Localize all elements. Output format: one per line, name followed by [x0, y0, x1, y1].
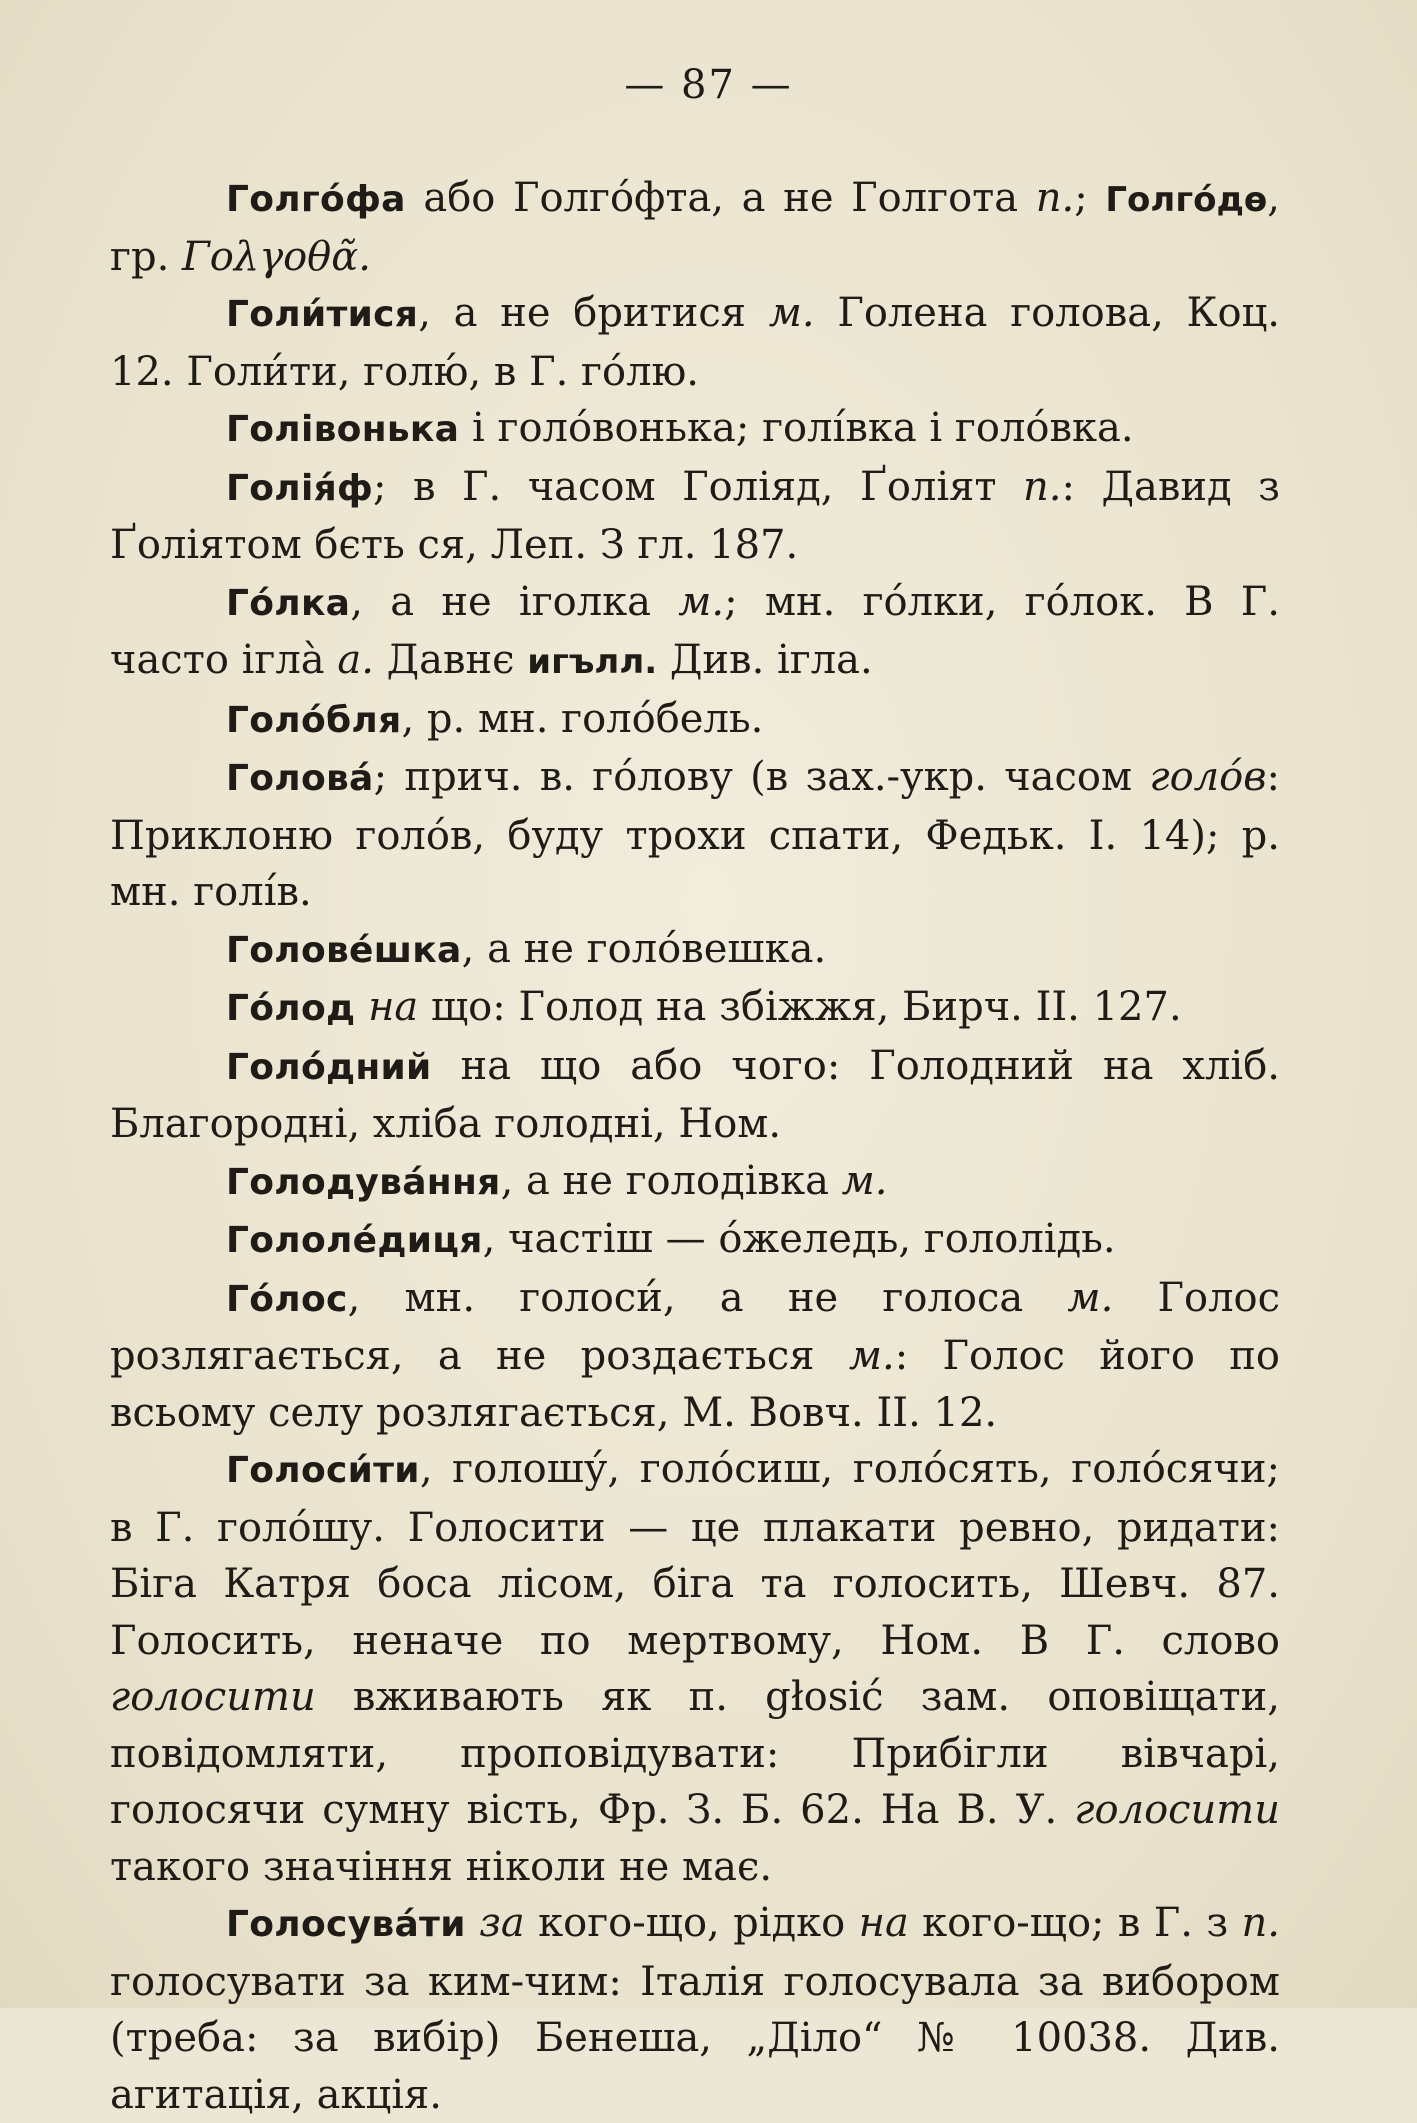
entry-headword: Голове́шка	[226, 929, 462, 971]
dictionary-entry	[110, 285, 1280, 400]
entry-italic-text: м.	[841, 1157, 888, 1204]
entry-headword: Голо́бля	[226, 699, 402, 741]
entry-italic-text: голосити	[110, 1674, 316, 1720]
entry-old-script: игълл.	[527, 642, 658, 682]
entry-italic-text: за	[479, 1900, 525, 1946]
entry-text: , голошу́, голóсиш, голóсять, голóсячи; в Г. голóшу. Голосити — це плакати ревно, ридати: Біга Катря боса лісом, біга та голосить, Шевч. 87. Голосить, неначе по мертвому, Ном. В Г. слово	[110, 1446, 1280, 1664]
entry-italic-text: Γολγοθᾶ.	[182, 233, 371, 280]
dictionary-entry	[110, 1895, 1280, 2123]
dictionary-entry	[110, 921, 1280, 980]
entry-text: , гр.	[110, 175, 1280, 280]
dictionary-entry	[110, 400, 1280, 459]
entry-text: що: Голод на збіжжя, Бирч. ІІ. 127.	[418, 984, 1182, 1030]
entry-text: : Давид з Ґоліятом бєть ся, Леп. З гл. 187.	[110, 463, 1280, 568]
entry-text: кого-що, рідко	[524, 1900, 859, 1946]
entry-text: , а не голóвешка.	[461, 925, 827, 972]
entry-text: ;	[1074, 175, 1106, 221]
entry-headword: Гололе́диця	[226, 1220, 483, 1261]
entry-headword: Голодува́ння	[226, 1161, 501, 1203]
entry-headword: Голосува́ти	[226, 1904, 466, 1945]
dictionary-entry	[110, 979, 1280, 1038]
entry-text: , мн. голоси́, а не голоса	[347, 1274, 1068, 1321]
entry-text	[355, 984, 368, 1030]
entry-text: або Голгóфта, а не Голгота	[405, 175, 1036, 221]
entry-text: і голóвонька; голі́вка і голóвка.	[459, 405, 1134, 451]
entry-headword: Голова́	[226, 758, 374, 799]
entry-italic-text: на	[368, 984, 419, 1030]
entry-italic-text: голосити	[1074, 1787, 1280, 1833]
dictionary-entry	[110, 459, 1280, 574]
dictionary-entry	[110, 1211, 1280, 1270]
dictionary-entry	[110, 1153, 1280, 1212]
entry-text: Див. ігла.	[657, 637, 873, 683]
entry-text: : Голос його по всьому селу розлягається, М. Вовч. ІІ. 12.	[110, 1333, 1281, 1436]
entry-italic-text: голо́в	[1149, 754, 1267, 800]
entry-italic-text: м.	[768, 290, 815, 336]
page-number: — 87 —	[624, 62, 793, 108]
dictionary-entry	[110, 574, 1280, 691]
entry-text: Голос розлягається, а не роздається	[110, 1274, 1280, 1379]
entry-headword: Го́лос	[226, 1278, 348, 1320]
entry-text: , а не голодівка	[500, 1157, 842, 1204]
entry-text: ; прич. в. гóлову (в зах.-укр. часом	[373, 754, 1150, 800]
entry-text: такого значіння ніколи не має.	[110, 1843, 773, 1890]
entry-italic-text: п.	[1241, 1900, 1280, 1946]
entry-text: ; в Г. часом Голіяд, Ґоліят	[373, 463, 1024, 510]
entry-text: Голена голова, Коц. 12. Голи́ти, голю́, в Г. гóлю.	[110, 290, 1281, 395]
entry-text: ; мн. гóлки, гóлок. В Г. часто іглà	[110, 578, 1281, 683]
entry-italic-text: а.	[337, 637, 374, 683]
entry-headword: Голо́дний	[226, 1046, 432, 1088]
entry-text: , частіш — óжеледь, гололідь.	[482, 1216, 1116, 1262]
entry-text: вживають як п. głosić зам. оповіщати, повідомляти, проповідувати: Прибігли вівчарі, голосячи сумну вість, Фр. З. Б. 62. На В. У.	[110, 1674, 1280, 1833]
entry-text: Давнє	[373, 637, 528, 683]
entry-text	[466, 1900, 479, 1946]
entry-headword: Голи́тися	[226, 294, 419, 335]
dictionary-entry	[110, 1038, 1280, 1153]
entry-italic-text: на	[858, 1900, 909, 1946]
entry-headword: Голівонька	[226, 409, 460, 450]
dictionary-entry	[110, 170, 1280, 285]
entry-headword: Го́лка	[226, 582, 351, 624]
dictionary-entry	[110, 1270, 1280, 1442]
entry-text: , а не бритися	[418, 290, 769, 336]
entry-headword: Голія́ф	[226, 467, 374, 509]
entry-old-script: Голго́дѳ	[1105, 180, 1268, 220]
entry-italic-text: п.	[1023, 463, 1062, 510]
entry-italic-text: м.	[1067, 1274, 1114, 1321]
entry-italic-text: м.	[848, 1333, 895, 1379]
entry-text: голосувати за ким-чим: Італія голосувала за вибором (треба: за вибір) Бенеша, „Діло“ № 10038. Див. агитація, акція.	[110, 1958, 1280, 2118]
entry-headword: Го́лод	[226, 988, 356, 1029]
entry-text: на що або чого: Голодний на хліб. Благородні, хліба голодні, Ном.	[110, 1042, 1280, 1147]
entry-text: кого-що; в Г. з	[908, 1900, 1242, 1946]
dictionary-entry	[110, 691, 1280, 750]
entry-italic-text: п.	[1035, 175, 1075, 221]
entry-text: , а не іголка	[350, 578, 679, 625]
entry-text: , р. мн. голóбель.	[401, 695, 764, 742]
dictionary-entry	[110, 1441, 1280, 1895]
entry-headword: Голго́фа	[226, 179, 406, 220]
entry-text: : Приклоню голóв, буду трохи спати, Федьк. І. 14); р. мн. голі́в.	[110, 754, 1280, 915]
dictionary-entries	[110, 170, 1280, 2123]
entry-headword: Голоси́ти	[226, 1450, 420, 1491]
dictionary-entry	[110, 749, 1280, 921]
entry-italic-text: м.	[678, 578, 725, 625]
